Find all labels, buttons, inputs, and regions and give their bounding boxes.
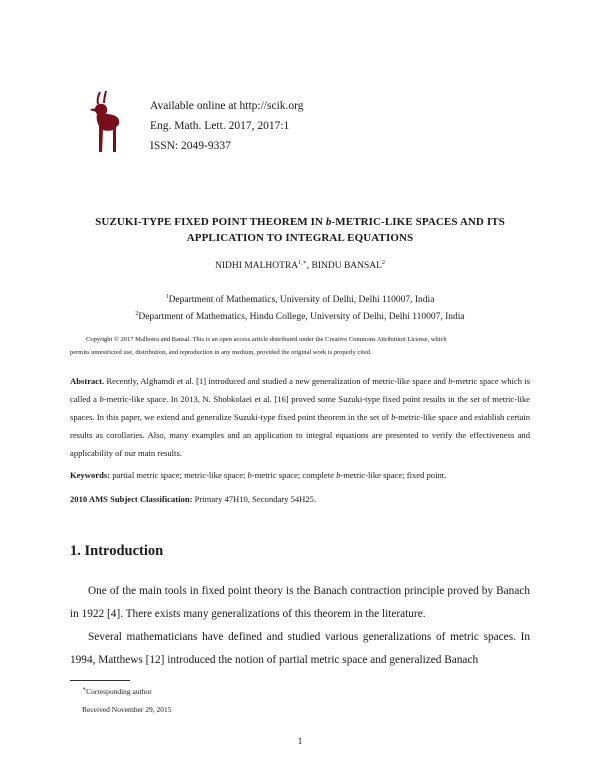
affiliation-line: $^2$Department of Mathematics, Hindu College, University of Delhi, Delhi 110007, India (135, 310, 465, 322)
author-name: BINDU BANSAL (311, 261, 382, 271)
available-online-line: Available online at http://scik.org (150, 100, 304, 112)
keywords: Keywords: partial metric space; metric-like space; b-metric space; complete b-metric-like space; fixed point. (70, 470, 447, 480)
ams-label: 2010 AMS Subject Classification: (70, 494, 193, 504)
issn-line: ISSN: 2049-9337 (150, 140, 231, 152)
paper-title (60, 214, 540, 246)
abstract: Abstract. Recently, Alghamdi et al. [1] introduced and studied a new generalization of metric-like space and b-metric space which is called a b-metric-like space. In 2013, N. Shobkolaei et al. [16] proved some Suzuki-type fixed point results in the set of metric-like spaces. In this paper, we extend and generalize Suzuki-type fixed point theorem in the set of b-metric-like space and establish certain results as corollaries. Also, many examples and an application to integral equations are presented to verify the effectiveness and applicability of our main results. (70, 376, 531, 458)
affiliation-line: $^1$Department of Mathematics, University of Delhi, Delhi 110007, India (165, 293, 435, 305)
antelope-logo-icon (86, 90, 124, 156)
citation-line: Eng. Math. Lett. 2017, 2017:1 (150, 120, 290, 132)
title-line-2: APPLICATION TO INTEGRAL EQUATIONS (186, 232, 414, 244)
affiliations (0, 292, 600, 326)
corresponding-author-note: ∗Corresponding author (82, 686, 152, 696)
ams-classification: 2010 AMS Subject Classification: Primary 47H10, Secondary 54H25. (70, 494, 317, 504)
section-heading: 1. Introduction (70, 543, 164, 559)
section-body (70, 580, 530, 672)
page-number: 1 (297, 737, 303, 747)
abstract-label: Abstract. (70, 376, 105, 386)
footnote-rule (70, 680, 130, 681)
paragraph: Several mathematicians have defined and studied various generalizations of metric spaces. In 1994, Matthews [12] introduced the notion of partial metric space and generalized Banach (70, 631, 530, 666)
footnotes (82, 683, 172, 719)
title-line-1: SUZUKI-TYPE FIXED POINT THEOREM IN b-METRIC-LIKE SPACES AND ITS (95, 216, 505, 228)
copyright-notice: Copyright © 2017 Malhotra and Bansal. This is an open access article distributed under the Creative Commons Attribution License, which permits unrestricted use, distribution, and reproduction in any medium, provided the original work is properly cited. (70, 336, 447, 356)
paragraph: One of the main tools in fixed point theory is the Banach contraction principle proved by Banach in 1922 [4]. There exists many generalizations of this theorem in the literature. (70, 585, 530, 620)
author-list: NIDHI $MALHOTRA^{1,∗}$, BINDU BANSAL$^2$ (215, 259, 385, 271)
journal-info (150, 96, 304, 156)
keywords-label: Keywords: (70, 470, 111, 480)
received-date: Received November 29, 2015 (82, 705, 172, 714)
author-name: NIDHI MALHOTRA (215, 261, 299, 271)
